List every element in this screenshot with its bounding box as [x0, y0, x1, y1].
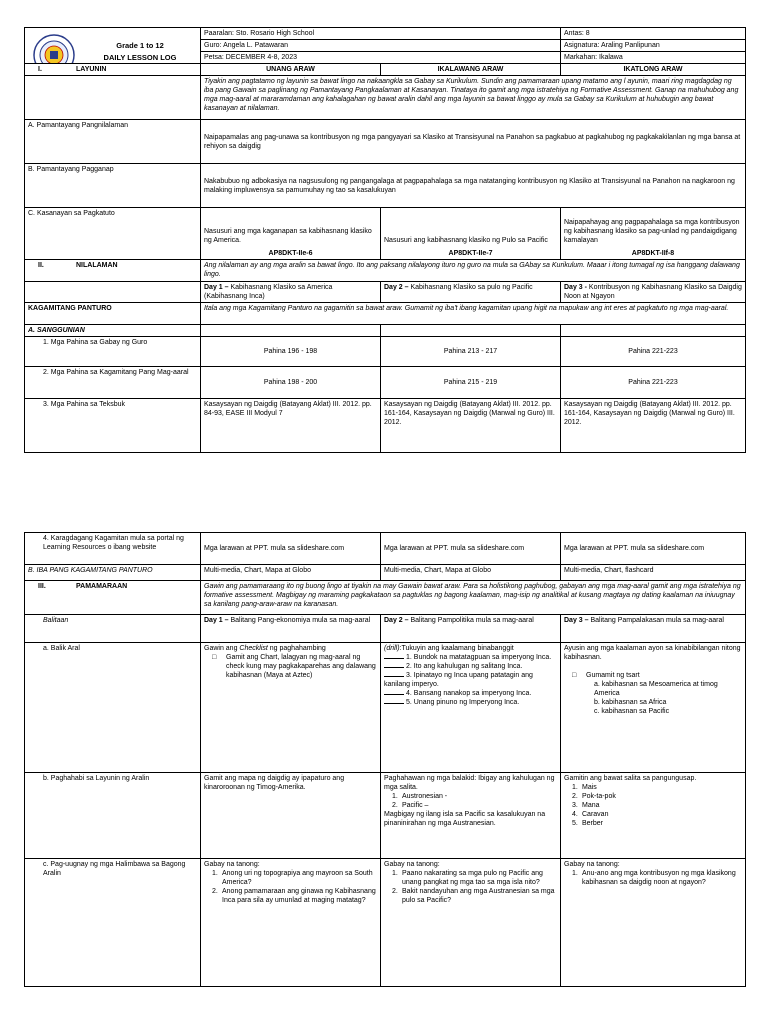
tsart-item: b. kabihasnan sa Africa — [594, 699, 667, 706]
nilalaman-heading: II. NILALAMAN — [25, 260, 201, 282]
karagdagang-day3: Mga larawan at PPT. mula sa slideshare.com — [561, 533, 746, 565]
layunin-spacer — [25, 76, 201, 120]
drill-item: 3. Ipinatayo ng Inca upang patatagin ang kanilang imperyo. — [384, 672, 533, 688]
iba-pang-day1: Multi-media, Chart, Mapa at Globo — [201, 565, 381, 581]
drill-item: 4. Bansang nanakop sa imperyong Inca. — [384, 689, 557, 698]
day2-header: IKALAWANG ARAW — [381, 64, 561, 76]
kasanayan-label: C. Kasanayan sa Pagkatuto — [25, 208, 201, 260]
pagganap-label: B. Pamantayang Pagganap — [25, 164, 201, 208]
drill-item: 5. Unang pinuno ng Imperyong Inca. — [384, 698, 557, 707]
quarter-field: Markahan: Ikalawa — [561, 52, 746, 64]
tanong-item: 1. Paano nakarating sa mga pulo ng Pacific ang unang pangkat ng mga tao sa mga isla nito? — [392, 870, 543, 886]
nilalaman-topics-spacer — [25, 282, 201, 303]
sanggunian-label: A. SANGGUNIAN — [25, 325, 201, 337]
nilalaman-text: Ang nilalaman ay ang mga aralin sa bawat lingo. Ito ang paksang nilalayong ituro ng guro na mula sa GAbay sa Kurikulum. Maaar i itong tumagal ng isa hanggang dalawang lingo. — [201, 260, 746, 282]
lesson-log-table-page2 — [24, 532, 746, 987]
pangnilalaman-text: Naipapamalas ang pag-unawa sa kontribusyon ng mga pangyayari sa Klasiko at Transisyunal na Panahon sa pagkabuo at pagkahubog ng pagkakakilanlan ng mga bansa at rehiyon sa daigdig — [201, 120, 746, 164]
salita-item: 3. Mana — [572, 802, 600, 809]
nilalaman-day1: Day 1 – Kabihasnang Klasiko sa America (Kabihasnang Inca) — [201, 282, 381, 303]
teksbuk-day2: Kasaysayan ng Daigdig (Batayang Aklat) III. 2012. pp. 161-164, Kasaysayan ng Daigdig (Manwal ng Guro) III. 2012. — [381, 399, 561, 453]
paghahabi-day3: Gamitin ang bawat salita sa pangungusap. 1. Mais 2. Pok-ta-pok 3. Mana 4. Caravan 5. Berber — [561, 773, 746, 859]
karagdagang-day2: Mga larawan at PPT. mula sa slideshare.com — [381, 533, 561, 565]
nilalaman-day3: Day 3 - Kontribusyon ng Kabihasnang Klasiko sa Daigdig Noon at Ngayon — [561, 282, 746, 303]
balik-aral-day1: Gawin ang Checklist ng paghahambing □ Gamit ang Chart, lalagyan ng mag-aaral ng check kung may pagkakaparehas ang dalawang kabihasnan (Maya at Aztec) — [201, 643, 381, 773]
kasanayan-day1-code: AP8DKT-IIe-6 — [268, 250, 313, 257]
teksbuk-day3: Kasaysayan ng Daigdig (Batayang Aklat) III. 2012. pp. 161-164, Kasaysayan ng Daigdig (Manwal ng Guro) III. 2012. — [561, 399, 746, 453]
layunin-heading: I. LAYUNIN — [25, 64, 201, 76]
paghahabi-label: b. Paghahabi sa Layunin ng Aralin — [25, 773, 201, 859]
tanong-item: 2. Anong pamamaraan ang ginawa ng Kabihasnang Inca para sila ay umunlad at maging matatag? — [212, 888, 376, 904]
header-title-cell — [25, 28, 201, 64]
balakid-item: 1. Austronesian - — [392, 793, 448, 800]
kasanayan-day3: Naipapahayag ang pagpapahalaga sa mga kontribusyon ng kabihasnang klasiko sa pag-unlad ng pandaigdigang kamalayan AP8DKT-IIf-8 — [561, 208, 746, 260]
salita-item: 2. Pok-ta-pok — [572, 793, 616, 800]
kagamitang-magaaral-day3: Pahina 221-223 — [561, 367, 746, 399]
kagamitang-magaaral-day1: Pahina 198 - 200 — [201, 367, 381, 399]
subject-field: Asignatura: Araling Panlipunan — [561, 40, 746, 52]
day3-header: IKATLONG ARAW — [561, 64, 746, 76]
kasanayan-day2: Nasusuri ang kabihasnang klasiko ng Pulo sa Pacific AP8DKT-IIe-7 — [381, 208, 561, 260]
paguugnay-day3: Gabay na tanong: 1. Anu-ano ang mga kontribusyon ng mga klasikong kabihasnan sa daigdig noon at ngayon? — [561, 859, 746, 987]
balitaan-day3: Day 3 – Balitang Pampalakasan mula sa mag-aaral — [561, 615, 746, 643]
date-field: Petsa: DECEMBER 4-8, 2023 — [201, 52, 561, 64]
teacher-field: Guro: Angela L. Patawaran — [201, 40, 561, 52]
lesson-log-table-page1 — [24, 27, 746, 453]
checklist-bullet: □ Gamit ang Chart, lalagyan ng mag-aaral ng check kung may pagkakaparehas ang dalawang kabihasnan (Maya at Aztec) — [212, 654, 376, 679]
balik-aral-label: a. Balik Aral — [25, 643, 201, 773]
pamamaraan-heading: III. PAMAMARAAN — [25, 581, 201, 615]
kagamitan-text: Itala ang mga Kagamitang Panturo na gagamitin sa bawat araw. Gumamit ng iba't ibang kagamitan upang higit na mapukaw ang int eres at pagkatuto ng mga mag-aaral. — [201, 303, 746, 325]
gabay-guro-label: 1. Mga Pahina sa Gabay ng Guro — [25, 337, 201, 367]
salita-item: 1. Mais — [572, 784, 597, 791]
nilalaman-day2: Day 2 – Kabihasnang Klasiko sa pulo ng Pacific — [381, 282, 561, 303]
karagdagang-label: 4. Karagdagang Kagamitan mula sa portal ng Learning Resources o ibang website — [25, 533, 201, 565]
kasanayan-day2-code: AP8DKT-IIe-7 — [448, 250, 493, 257]
paguugnay-day1: Gabay na tanong: 1. Anong uri ng topograpiya ang mayroon sa South America? 2. Anong pamamaraan ang ginawa ng Kabihasnang Inca para sila ay umunlad at maging matatag? — [201, 859, 381, 987]
teksbuk-label: 3. Mga Pahina sa Teksbuk — [25, 399, 201, 453]
salita-item: 4. Caravan — [572, 811, 609, 818]
tanong-item: 1. Anong uri ng topograpiya ang mayroon sa South America? — [212, 870, 373, 886]
day1-header: UNANG ARAW — [201, 64, 381, 76]
pagganap-text: Nakabubuo ng adbokasiya na nagsusulong ng pangangalaga at pagpapahalaga sa mga natatanging kontribusyon ng Klasiko at Transisyunal na Panahon na nagkaroon ng malaking impluwensya sa pamumuhay ng tao sa kasalukuyan — [201, 164, 746, 208]
sanggunian-d2 — [381, 325, 561, 337]
iba-pang-label: B. IBA PANG KAGAMITANG PANTURO — [25, 565, 201, 581]
sanggunian-d3 — [561, 325, 746, 337]
teksbuk-day1: Kasaysayan ng Daigdig (Batayang Aklat) III. 2012. pp. 84-93, EASE III Modyul 7 — [201, 399, 381, 453]
sanggunian-d1 — [201, 325, 381, 337]
balik-aral-day3: Ayusin ang mga kaalaman ayon sa kinabibilangan nitong kabihasnan. □ Gumamit ng tsart a. kabihasnan sa Mesoamerica at timog America b. kabihasnan sa Africa c. kabihasnan sa Pacific — [561, 643, 746, 773]
log-title: DAILY LESSON LOG — [103, 53, 177, 62]
balitaan-day2: Day 2 – Balitang Pampolitika mula sa mag-aaral — [381, 615, 561, 643]
kagamitan-label: KAGAMITANG PANTURO — [25, 303, 201, 325]
balitaan-day1: Day 1 – Balitang Pang-ekonomiya mula sa mag-aaral — [201, 615, 381, 643]
iba-pang-day3: Multi-media, Chart, flashcard — [561, 565, 746, 581]
tsart-bullet: □ Gumamit ng tsart — [572, 672, 640, 679]
paguugnay-day2: Gabay na tanong: 1. Paano nakarating sa mga pulo ng Pacific ang unang pangkat ng mga tao sa mga isla nito? 2. Bakit nandayuhan ang mga Austranesian sa mga pulo sa Pacific? — [381, 859, 561, 987]
kasanayan-day1: Nasusuri ang mga kaganapan sa kabihasnang klasiko ng America. AP8DKT-IIe-6 — [201, 208, 381, 260]
gabay-guro-day1: Pahina 196 - 198 — [201, 337, 381, 367]
pangnilalaman-label: A. Pamantayang Pangnilalaman — [25, 120, 201, 164]
kagamitang-magaaral-day2: Pahina 215 - 219 — [381, 367, 561, 399]
gabay-guro-day3: Pahina 221-223 — [561, 337, 746, 367]
paghahabi-day1: Gamit ang mapa ng daigdig ay ipapaturo ang kinaroroonan ng Timog-Amerika. — [201, 773, 381, 859]
deped-seal-icon — [33, 34, 75, 64]
kagamitang-magaaral-label: 2. Mga Pahina sa Kagamitang Pang Mag-aaral — [25, 367, 201, 399]
balitaan-label: Balitaan — [25, 615, 201, 643]
iba-pang-day2: Multi-media, Chart, Mapa at Globo — [381, 565, 561, 581]
tsart-item: a. kabihasnan sa Mesoamerica at timog America — [594, 681, 718, 697]
tanong-item: 2. Bakit nandayuhan ang mga Austranesian sa mga pulo sa Pacific? — [392, 888, 555, 904]
layunin-text: Tiyakin ang pagtatamo ng layunin sa bawat lingo na nakaangkla sa Gabay sa Kurikulum. Sundin ang pamamaraan upang matamo ang l ayunin, maari ring magdagdag ng iba pang Gawain sa paglinang ng Pamantayang Pangkaalaman at Kasanayan. Tinataya ito gamit ang mga istratehiya ng Formative Assessment. Ganap na mahuhubog ang mga mag-aaral at mararamdaman ang kahalagahan ng bawat aralin dahil ang mga layunin sa bawat linggo ay mula sa Gabay sa Kurikulum at huhubugin ang bawat kasanayan at nilalaman. — [201, 76, 746, 120]
pamamaraan-text: Gawin ang pamamaraang ito ng buong lingo at tiyakin na may Gawain bawat araw. Para sa holistikong paghubog, gabayan ang mga mag-aaral gamit ang mga istratehiya ng formative assessment. Magbigay ng maraming pagkakataon sa pagtuklas ng bagong kaalaman, mag-isip ng analitikal at kusang magtaya ng dating kaalaman na iniuugnay sa kanilang pang-araw-araw na karanasan. — [201, 581, 746, 615]
grade-label: Grade 1 to 12 — [116, 41, 164, 50]
salita-item: 5. Berber — [572, 820, 604, 827]
tanong-item: 1. Anu-ano ang mga kontribusyon ng mga klasikong kabihasnan sa daigdig noon at ngayon? — [572, 870, 736, 886]
balakid-item: 2. Pacific – — [392, 802, 429, 809]
level-field: Antas: 8 — [561, 28, 746, 40]
paguugnay-label: c. Pag-uugnay ng mga Halimbawa sa Bagong Aralin — [25, 859, 201, 987]
karagdagang-day1: Mga larawan at PPT. mula sa slideshare.com — [201, 533, 381, 565]
drill-item: 1. Bundok na matatagpuan sa imperyong Inca. — [384, 653, 557, 662]
paghahabi-day2: Paghahawan ng mga balakid: Ibigay ang kahulugan ng mga salita. 1. Austronesian - 2. Pacific – Magbigay ng ilang isla sa Pacific sa kasalukuyan na pinaninirahan ng mga Austranesian. — [381, 773, 561, 859]
balik-aral-day2: (drill):Tukuyin ang kaalamang binabanggit 1. Bundok na matatagpuan sa imperyong Inca. 2. Ito ang kahulugan ng salitang Inca. 3. Ipinatayo ng Inca upang patatagin ang kanilang imperyo. 4. Bansang nanakop sa imperyong Inca. 5. Unang pinuno ng Imperyong Inca. — [381, 643, 561, 773]
kasanayan-day3-code: AP8DKT-IIf-8 — [631, 250, 675, 257]
drill-item: 2. Ito ang kahulugan ng salitang Inca. — [384, 662, 557, 671]
gabay-guro-day2: Pahina 213 - 217 — [381, 337, 561, 367]
tsart-item: c. kabihasnan sa Pacific — [594, 708, 670, 715]
school-field: Paaralan: Sto. Rosario High School — [201, 28, 561, 40]
